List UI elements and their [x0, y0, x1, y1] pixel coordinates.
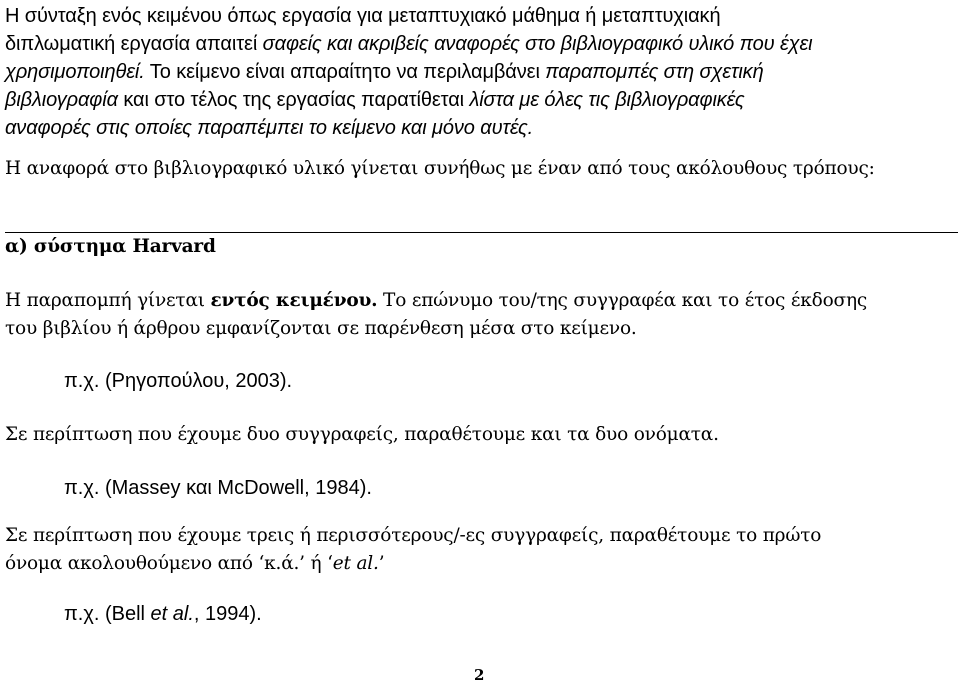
intro-paragraph: [5, 2, 813, 142]
harvard-p3-line-2a: όνομα ακολουθούμενο από ‘κ.ά.’ ή ‘: [5, 553, 333, 574]
example-2: π.χ. (Massey και McDowell, 1984).: [64, 477, 372, 499]
harvard-p3-line-1: Σε περίπτωση που έχουμε τρεις ή περισσότερους/-ες συγγραφείς, παραθέτουμε το πρώτο: [5, 525, 822, 546]
harvard-p1-a: Η παραπομπή γίνεται: [5, 290, 211, 311]
example-3: [64, 603, 262, 626]
harvard-p1-b: Το επώνυμο του/της συγγραφέα και το έτος έκδοσης: [377, 290, 867, 311]
intro-line-5: αναφορές στις οποίες παραπέμπει το κείμενο και μόνο αυτές.: [5, 117, 534, 139]
intro-line-2b: σαφείς και ακριβείς αναφορές στο βιβλιογραφικό υλικό που έχει: [262, 33, 813, 55]
harvard-p3-line-2b: ’: [378, 553, 385, 574]
section-heading: α) σύστημα Harvard: [5, 236, 216, 257]
harvard-paragraph-2: Σε περίπτωση που έχουμε δυο συγγραφείς, παραθέτουμε και τα δυο ονόματα.: [5, 424, 719, 445]
intro-line-4a: βιβλιογραφία: [5, 89, 118, 111]
harvard-paragraph-1: [5, 287, 867, 343]
harvard-p1-line-2: του βιβλίου ή άρθρου εμφανίζονται σε παρένθεση μέσα στο κείμενο.: [5, 318, 637, 339]
page-number: 2: [474, 666, 485, 684]
intro-line-4c: λίστα με όλες τις βιβλιογραφικές: [469, 89, 745, 111]
harvard-paragraph-3: [5, 522, 821, 578]
intro-line-1: Η σύνταξη ενός κειμένου όπως εργασία για μεταπτυχιακό μάθημα ή μεταπτυχιακή: [5, 5, 721, 27]
example-3-i: et al.: [150, 603, 194, 625]
example-3-b: , 1994).: [193, 603, 262, 625]
intro-line-3c: παραπομπές στη σχετική: [545, 61, 764, 83]
intro-line-2a: διπλωματική εργασία απαιτεί: [5, 33, 263, 55]
example-1: π.χ. (Ρηγοπούλου, 2003).: [64, 370, 293, 392]
harvard-p3-line-2i: et al.: [332, 553, 379, 574]
intro-line-3b: Το κείμενο είναι απαραίτητο να περιλαμβάνει: [144, 61, 546, 83]
harvard-p1-bold: εντός κειμένου.: [210, 290, 378, 311]
intro-line-3a: χρησιμοποιηθεί.: [5, 61, 145, 83]
lead-paragraph: Η αναφορά στο βιβλιογραφικό υλικό γίνεται συνήθως με έναν από τους ακόλουθους τρόπους:: [5, 158, 875, 179]
example-3-a: π.χ. (Bell: [64, 603, 151, 625]
intro-line-4b: και στο τέλος της εργασίας παρατίθεται: [117, 89, 470, 111]
